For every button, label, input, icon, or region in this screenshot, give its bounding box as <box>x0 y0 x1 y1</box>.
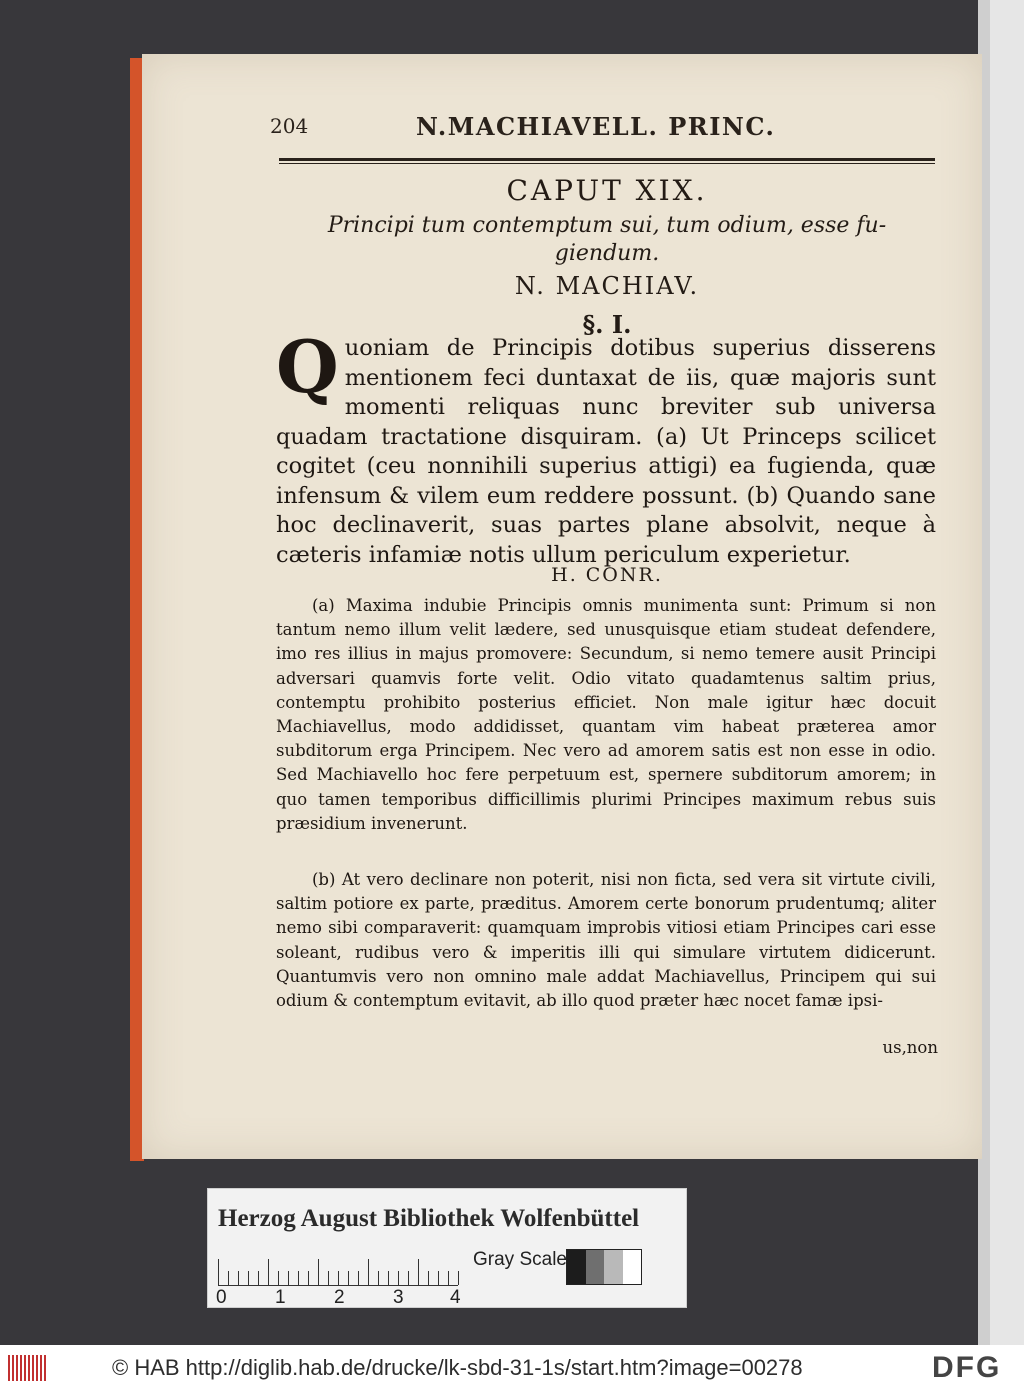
subtitle-line-1: Principi tum contemptum sui, tum odium, esse fu- <box>327 213 887 238</box>
ruler-tick <box>238 1271 239 1285</box>
gray-scale-label: Gray Scale <box>473 1249 567 1270</box>
ruler <box>218 1253 458 1287</box>
ruler-tick <box>458 1271 459 1285</box>
ruler-tick <box>258 1271 259 1285</box>
ruler-tick <box>288 1271 289 1285</box>
ruler-tick <box>348 1271 349 1285</box>
ruler-tick <box>368 1259 369 1285</box>
commentary-b: (b) At vero declinare non poterit, nisi non ficta, sed vera sit virtute civili, saltim potiore ex parte, præditus. Amorem certe bonorum prudentumq; aliter nemo sibi comparaverit: quamquam improbis vitiosi etiam Principes cari esse soleant, rudibus vero & imperitis illi qui simulare virtutem didicerunt. Quantumvis vero non omnino male addat Machiavellus, Principem qui sui odium & contemptum evitavit, ab illo quod præter hæc nocet famæ ipsi- <box>276 870 936 1011</box>
running-head <box>142 114 982 144</box>
footer-bar <box>0 1345 1024 1390</box>
ruler-number-1: 1 <box>275 1287 286 1308</box>
book-page <box>142 54 982 1159</box>
ruler-tick <box>218 1259 219 1285</box>
subtitle-line-2: giendum. <box>554 241 660 266</box>
ruler-number-2: 2 <box>334 1287 345 1308</box>
ruler-tick <box>338 1271 339 1285</box>
ruler-tick <box>428 1271 429 1285</box>
facing-page-edge-light <box>990 0 1024 1345</box>
catchword: us,non <box>882 1038 938 1057</box>
ruler-tick <box>358 1271 359 1285</box>
ruler-baseline <box>218 1285 458 1286</box>
gray-swatch-white <box>623 1250 642 1284</box>
ruler-tick <box>228 1271 229 1285</box>
head-rule-thin <box>279 163 935 164</box>
ruler-tick <box>438 1271 439 1285</box>
dfg-logo: DFG <box>932 1351 1002 1384</box>
author-heading: N. MACHIAV. <box>514 272 700 300</box>
chapter-heading: CAPUT XIX. <box>506 174 708 207</box>
color-target-card <box>207 1188 687 1308</box>
main-paragraph-text: uoniam de Principis dotibus superius disserens mentionem feci duntaxat de iis, quæ majoris sunt momenti reliquas nunc breviter sub universa quadam tractatione disquiram. (a) Ut Princeps scilicet cogitet (ceu nonnihili superius attigi) ea fugienda, quæ infensum & vilem eum reddere possunt. (b) Quando sane hoc declinaverit, suas partes plane absolvit, neque à cæteris infamiæ notis ullum periculum experietur. <box>276 335 936 568</box>
ruler-tick <box>408 1271 409 1285</box>
ruler-number-4: 4 <box>450 1287 461 1308</box>
ruler-tick <box>378 1271 379 1285</box>
section-heading: §. I. <box>582 310 632 339</box>
barcode-icon <box>8 1355 48 1381</box>
gray-scale-swatches <box>566 1249 642 1285</box>
main-paragraph <box>276 324 936 570</box>
ruler-number-0: 0 <box>216 1287 227 1308</box>
ruler-tick <box>318 1259 319 1285</box>
gray-swatch-dark <box>586 1250 605 1284</box>
ruler-tick <box>308 1271 309 1285</box>
commentator-heading: H. CONR. <box>551 564 663 586</box>
ruler-tick <box>248 1271 249 1285</box>
ruler-tick <box>448 1271 449 1285</box>
gray-swatch-black <box>567 1250 586 1284</box>
ruler-tick <box>388 1271 389 1285</box>
gray-swatch-light <box>604 1250 623 1284</box>
institution-name: Herzog August Bibliothek Wolfenbüttel <box>218 1205 640 1232</box>
ruler-tick <box>398 1271 399 1285</box>
running-title: N.MACHIAVELL. PRINC. <box>416 112 776 141</box>
ruler-tick <box>268 1259 269 1285</box>
chapter-subtitle <box>279 212 935 268</box>
head-rule <box>279 158 935 161</box>
ruler-tick <box>298 1271 299 1285</box>
source-link[interactable]: © HAB http://diglib.hab.de/drucke/lk-sbd-31-1s/start.htm?image=00278 <box>112 1355 803 1380</box>
ruler-tick <box>278 1271 279 1285</box>
page-number: 204 <box>270 114 309 138</box>
drop-cap: Q <box>276 324 339 409</box>
ruler-tick <box>418 1259 419 1285</box>
ruler-tick <box>328 1271 329 1285</box>
commentary-a: (a) Maxima indubie Principis omnis munimenta sunt: Primum si non tantum nemo illum velit lædere, sed unusquisque etiam studeat defendere, imo res illius in majus promovere: Secundum, si nemo temere ausit Principi adversari quamvis forte velit. Odio vitato quadamtenus saltim prius, contemptu prohibito posterius efficiet. Non male igitur hæc docuit Machiavellus, modo addidisset, quantam vim habeat præterea amor subditorum erga Principem. Nec vero ad amorem satis est non esse in odio. Sed Machiavello hoc fere perpetuum est, spernere subditorum amorem; in quo tamen temporibus difficillimis plurimi Principes maximum rebus suis præsidium invenerunt. <box>276 596 936 833</box>
ruler-number-3: 3 <box>393 1287 404 1308</box>
